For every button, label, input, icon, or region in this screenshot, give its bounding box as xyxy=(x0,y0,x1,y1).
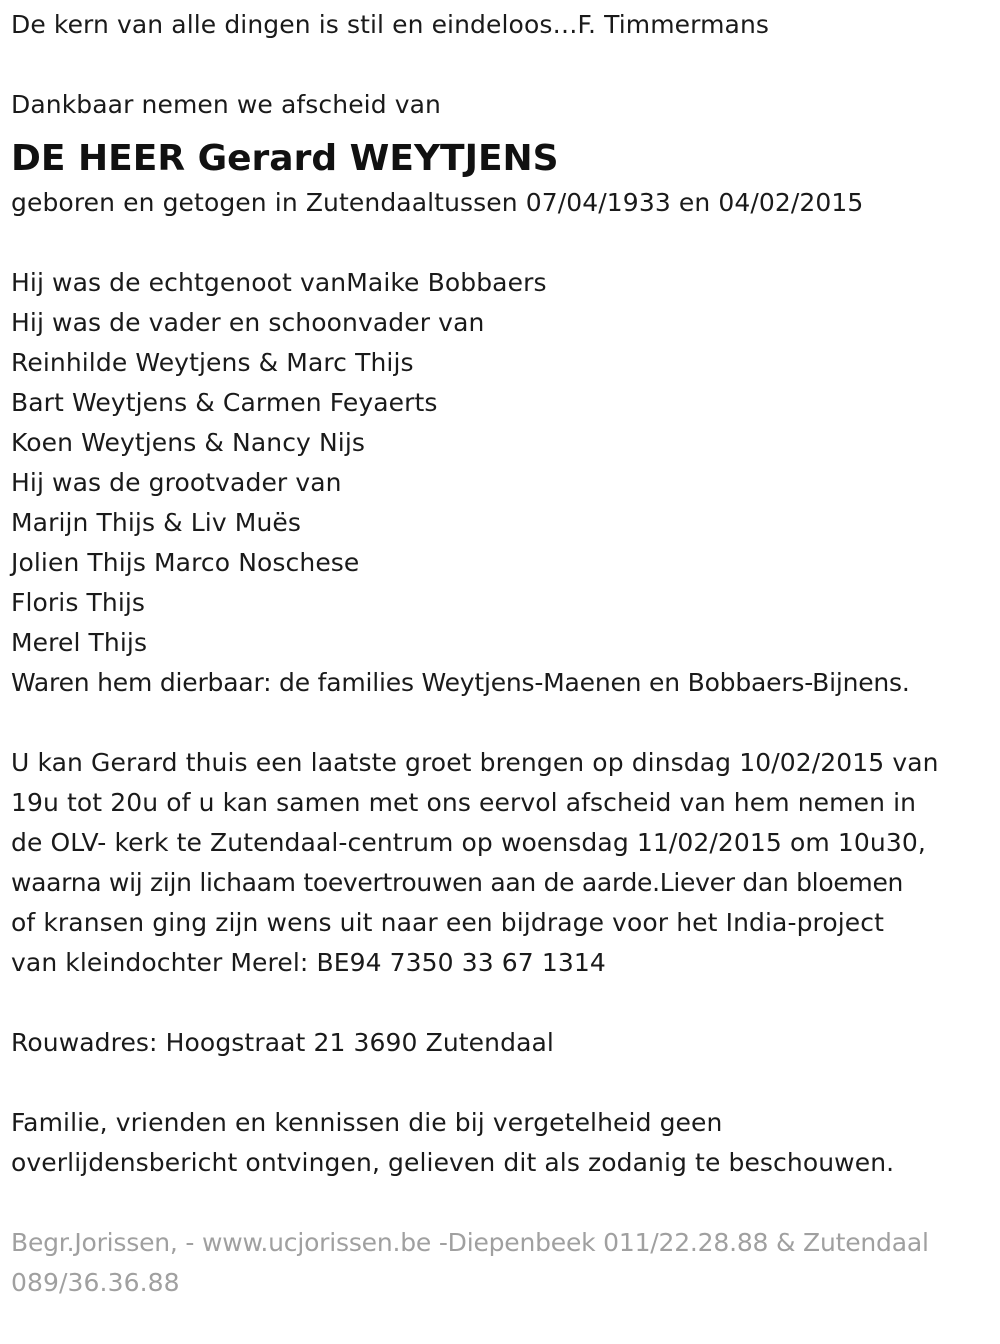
deceased-name: DE HEER Gerard WEYTJENS xyxy=(11,138,559,179)
family-line: Hij was de grootvader van xyxy=(11,468,342,497)
footer-line: 089/36.36.88 xyxy=(11,1268,180,1297)
family-line: Marijn Thijs & Liv Muës xyxy=(11,508,302,537)
family-line: Hij was de echtgenoot vanMaike Bobbaers xyxy=(11,268,547,297)
spacer xyxy=(11,703,996,743)
spacer xyxy=(11,1183,996,1223)
spacer xyxy=(11,1063,996,1103)
intro-line: Dankbaar nemen we afscheid van xyxy=(11,90,441,119)
family-line: Hij was de vader en schoonvader van xyxy=(11,308,485,337)
ceremony-line: U kan Gerard thuis een laatste groet brengen op dinsdag 10/02/2015 van xyxy=(11,748,939,777)
notice-line: overlijdensbericht ontvingen, gelieven dit als zodanig te beschouwen. xyxy=(11,1148,895,1177)
address-line: Rouwadres: Hoogstraat 21 3690 Zutendaal xyxy=(11,1028,554,1057)
family-line: Bart Weytjens & Carmen Feyaerts xyxy=(11,388,438,417)
ceremony-line: de OLV- kerk te Zutendaal-centrum op woensdag 11/02/2015 om 10u30, xyxy=(11,828,926,857)
ceremony-line: van kleindochter Merel: BE94 7350 33 67 1314 xyxy=(11,948,606,977)
notice-paragraph xyxy=(11,1103,996,1183)
spacer xyxy=(11,45,996,85)
family-line: Waren hem dierbaar: de families Weytjens-Maenen en Bobbaers-Bijnens. xyxy=(11,668,910,697)
ceremony-line: waarna wij zijn lichaam toevertrouwen aan de aarde.Liever dan bloemen xyxy=(11,868,904,897)
notice-line: Familie, vrienden en kennissen die bij vergetelheid geen xyxy=(11,1108,723,1137)
ceremony-line: of kransen ging zijn wens uit naar een bijdrage voor het India-project xyxy=(11,908,885,937)
obituary-document xyxy=(11,0,996,1303)
family-line: Floris Thijs xyxy=(11,588,146,617)
undertaker-footer xyxy=(11,1223,996,1303)
footer-line: Begr.Jorissen, - www.ucjorissen.be -Diepenbeek 011/22.28.88 & Zutendaal xyxy=(11,1228,929,1257)
ceremony-paragraph xyxy=(11,743,996,983)
family-line: Reinhilde Weytjens & Marc Thijs xyxy=(11,348,414,377)
ceremony-line: 19u tot 20u of u kan samen met ons eervol afscheid van hem nemen in xyxy=(11,788,917,817)
family-line: Jolien Thijs Marco Noschese xyxy=(11,548,360,577)
birth-line: geboren en getogen in Zutendaaltussen 07/04/1933 en 04/02/2015 xyxy=(11,188,864,217)
family-line: Merel Thijs xyxy=(11,628,148,657)
family-line: Koen Weytjens & Nancy Nijs xyxy=(11,428,366,457)
spacer xyxy=(11,983,996,1023)
quote-line: De kern van alle dingen is stil en eindeloos…F. Timmermans xyxy=(11,10,770,39)
spacer xyxy=(11,223,996,263)
family-list xyxy=(11,263,996,703)
